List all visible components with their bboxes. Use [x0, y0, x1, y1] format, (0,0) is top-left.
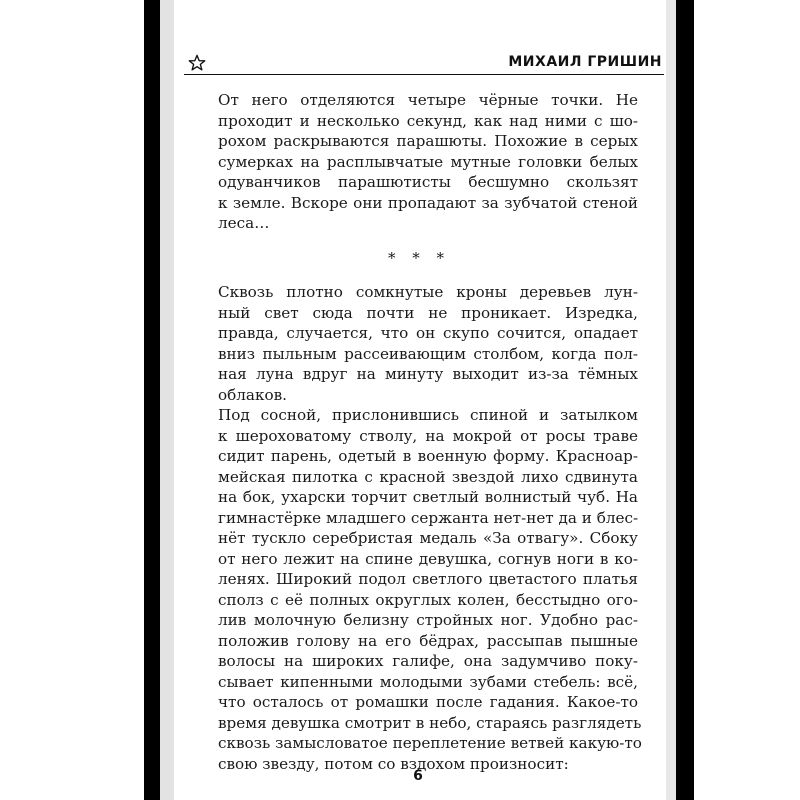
text-line: рохом раскрываются парашюты. Похожие в серых [218, 132, 638, 150]
author-name: МИХАИЛ ГРИШИН [508, 54, 662, 70]
text-line: сидит парень, одетый в военную форму. Красноар- [218, 447, 638, 465]
text-line: леса… [218, 214, 270, 232]
page-text [200, 90, 642, 774]
text-line: свою звезду, потом со вздохом произносит: [218, 754, 569, 773]
text-line: вниз пыльным рассеивающим столбом, когда пол- [218, 344, 638, 363]
text-line: нёт тускло серебристая медаль «За отвагу». Сбоку [218, 529, 638, 547]
left-margin [0, 0, 144, 800]
text-line: лив молочную белизну стройных ног. Удобно рас- [218, 611, 638, 629]
text-line: Под сосной, прислонившись спиной и затылком [218, 406, 638, 424]
star-outline-icon [188, 54, 206, 72]
text-line: мейская пилотка с красной звездой лихо сдвинута [218, 467, 638, 486]
text-line: сквозь замысловатое переплетение ветвей какую-то [218, 734, 642, 752]
page-number: 6 [413, 768, 423, 784]
right-margin [694, 0, 800, 800]
text-line: сполз с её полных округлых колен, бесстыдно ого- [218, 590, 638, 609]
page-edge-right [666, 0, 676, 800]
text-line: проходит и несколько секунд, как над ними с шо- [218, 111, 638, 130]
text-line: что осталось от ромашки после гадания. Какое-то [218, 693, 638, 711]
text-line: ная луна вдруг на минуту выходит из-за тёмных [218, 365, 638, 383]
text-line: ный свет сюда почти не проникает. Изредка, [218, 303, 638, 322]
text-line: сывает кипенными молодыми зубами стебель: всё, [218, 672, 638, 691]
text-line: правда, случается, что он скупо сочится, опадает [218, 324, 638, 342]
text-line: гимнастёрке младшего сержанта нет-нет да и блес- [218, 508, 639, 527]
text-line: Сквозь плотно сомкнутые кроны деревьев лун- [218, 283, 638, 301]
section-separator: * * * [387, 248, 451, 267]
paragraph-1 [200, 90, 638, 234]
page-edge-shadow [160, 0, 174, 800]
text-line: к земле. Вскоре они пропадают за зубчатой стеной [218, 193, 638, 212]
book-page [160, 0, 676, 800]
text-line: облаков. [218, 385, 288, 404]
text-line: волосы на широких галифе, она задумчиво поку- [218, 652, 638, 670]
text-line: От него отделяются четыре чёрные точки. Не [218, 91, 638, 109]
text-line: к шероховатому стволу, на мокрой от росы траве [218, 426, 638, 445]
left-border-bar [144, 0, 160, 800]
text-line: ленях. Широкий подол светлого цветастого платья [218, 570, 638, 588]
text-line: на бок, ухарски торчит светлый волнистый чуб. На [218, 488, 638, 506]
right-border-bar [676, 0, 694, 800]
paragraph-3 [200, 405, 642, 774]
text-line: одуванчиков парашютисты бесшумно скользят [218, 173, 638, 191]
text-line: положив голову на его бёдрах, рассыпав пышные [218, 631, 638, 650]
text-line: сумерках на расплывчатые мутные головки белых [218, 152, 638, 171]
text-line: время девушка смотрит в небо, стараясь разглядеть [218, 713, 642, 732]
text-line: от него лежит на спине девушка, согнув ноги в ко- [218, 549, 638, 568]
header-rule [184, 74, 664, 75]
paragraph-2 [200, 282, 638, 405]
